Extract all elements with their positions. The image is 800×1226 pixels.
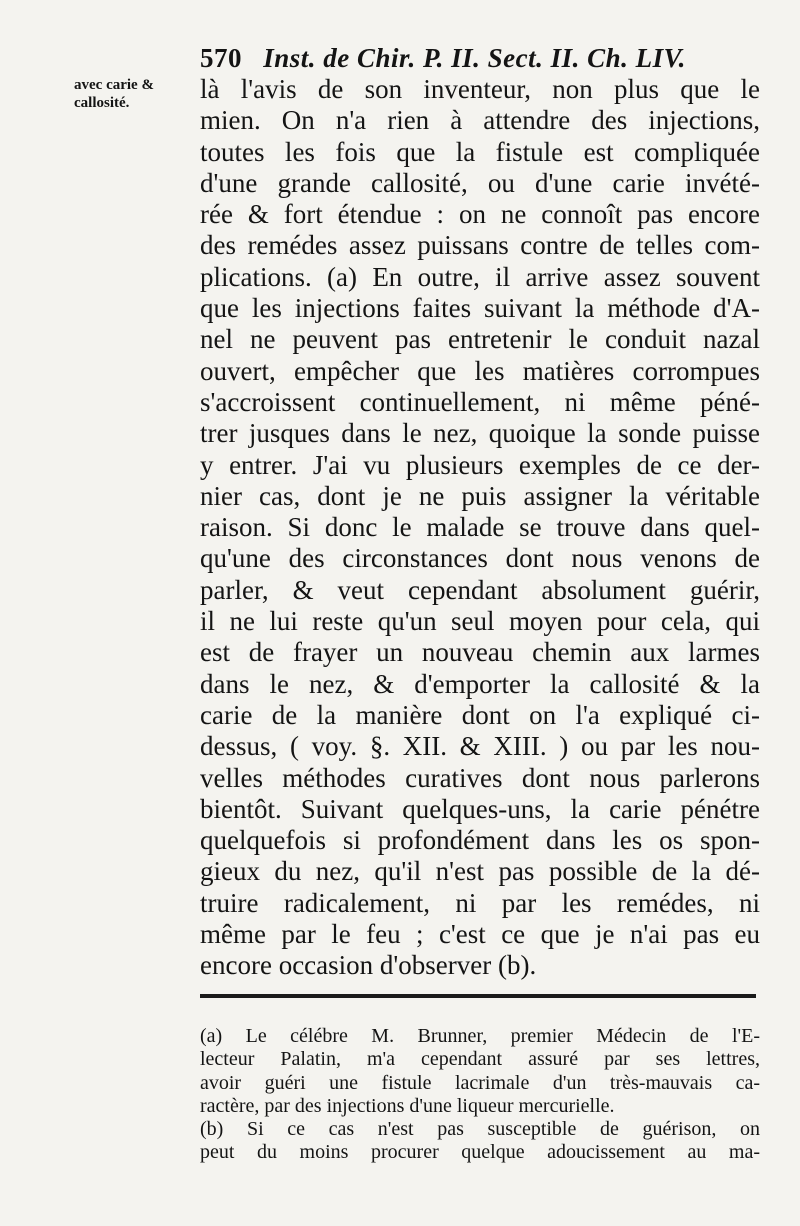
body-line: là l'avis de son inventeur, non plus que le [200,74,760,104]
body-line: mien. On n'a rien à attendre des injections, [200,105,760,136]
body-line: dans le nez, & d'emporter la callosité & la [200,668,760,699]
body-line: il ne lui reste qu'un seul moyen pour cela, qui [200,606,760,637]
footnote-line: avoir guéri une fistule lacrimale d'un très-mauvais ca- [200,1071,760,1094]
body-line: des remédes assez puissans contre de telles com- [200,230,760,261]
margin-note-line: avec carie & [74,77,154,93]
body-line: trer jusques dans le nez, quoique la sonde puisse [200,418,760,449]
body-line: nier cas, dont je ne puis assigner la véritable [200,480,760,511]
body-line: est de frayer un nouveau chemin aux larmes [200,637,760,668]
body-line: toutes les fois que la fistule est compliquée [200,136,760,167]
body-line: parler, & veut cependant absolument guérir, [200,574,760,605]
body-line: carie de la manière dont on l'a expliqué ci- [200,699,760,730]
body-line: s'accroissent continuellement, ni même péné- [200,386,760,417]
body-line: dessus, ( voy. §. XII. & XIII. ) ou par les nou- [200,731,760,762]
body-line: d'une grande callosité, ou d'une carie invété- [200,167,760,198]
body-line: même par le feu ; c'est ce que je n'ai pas eu [200,919,760,950]
running-title: Inst. de Chir. P. II. Sect. II. Ch. LIV. [263,43,686,73]
footnote-line: peut du moins procurer quelque adoucissement au ma- [200,1141,760,1164]
footnote-line: (b) Si ce cas n'est pas susceptible de guérison, on [200,1118,760,1141]
footnote-line: ractère, par des injections d'une liqueur mercurielle. [200,1094,615,1117]
body-line: nel ne peuvent pas entretenir le conduit nazal [200,324,760,355]
body-line: encore occasion d'observer (b). [200,950,537,981]
body-line: velles méthodes curatives dont nous parlerons [200,762,760,793]
body-line: y entrer. J'ai vu plusieurs exemples de ce der- [200,449,760,480]
margin-note [74,76,194,112]
body-line: plications. (a) En outre, il arrive assez souvent [200,261,760,292]
body-line: quelquefois si profondément dans les os spon- [200,825,760,856]
body-line: ouvert, empêcher que les matières corrompues [200,355,760,386]
body-text [200,74,760,982]
running-header [200,42,760,74]
body-line: gieux du nez, qu'il n'est pas possible de la dé- [200,856,760,887]
body-line: qu'une des circonstances dont nous venons de [200,543,760,574]
footnote-line: (a) Le célébre M. Brunner, premier Médecin de l'E- [200,1025,760,1047]
show-through-text [118,332,121,348]
body-line: raison. Si donc le malade se trouve dans quel- [200,512,760,543]
body-line: truire radicalement, ni par les remédes, ni [200,887,760,918]
footnote-rule [200,994,756,998]
margin-note-line: callosité. [74,95,130,111]
footnotes [200,1025,760,1165]
body-line: que les injections faites suivant la méthode d'A- [200,293,760,324]
body-line: bientôt. Suivant quelques-uns, la carie pénétre [200,793,760,824]
page-number: 570 [200,43,242,73]
body-line: rée & fort étendue : on ne connoît pas encore [200,199,760,230]
footnote-line: lecteur Palatin, m'a cependant assuré par ses lettres, [200,1048,760,1071]
